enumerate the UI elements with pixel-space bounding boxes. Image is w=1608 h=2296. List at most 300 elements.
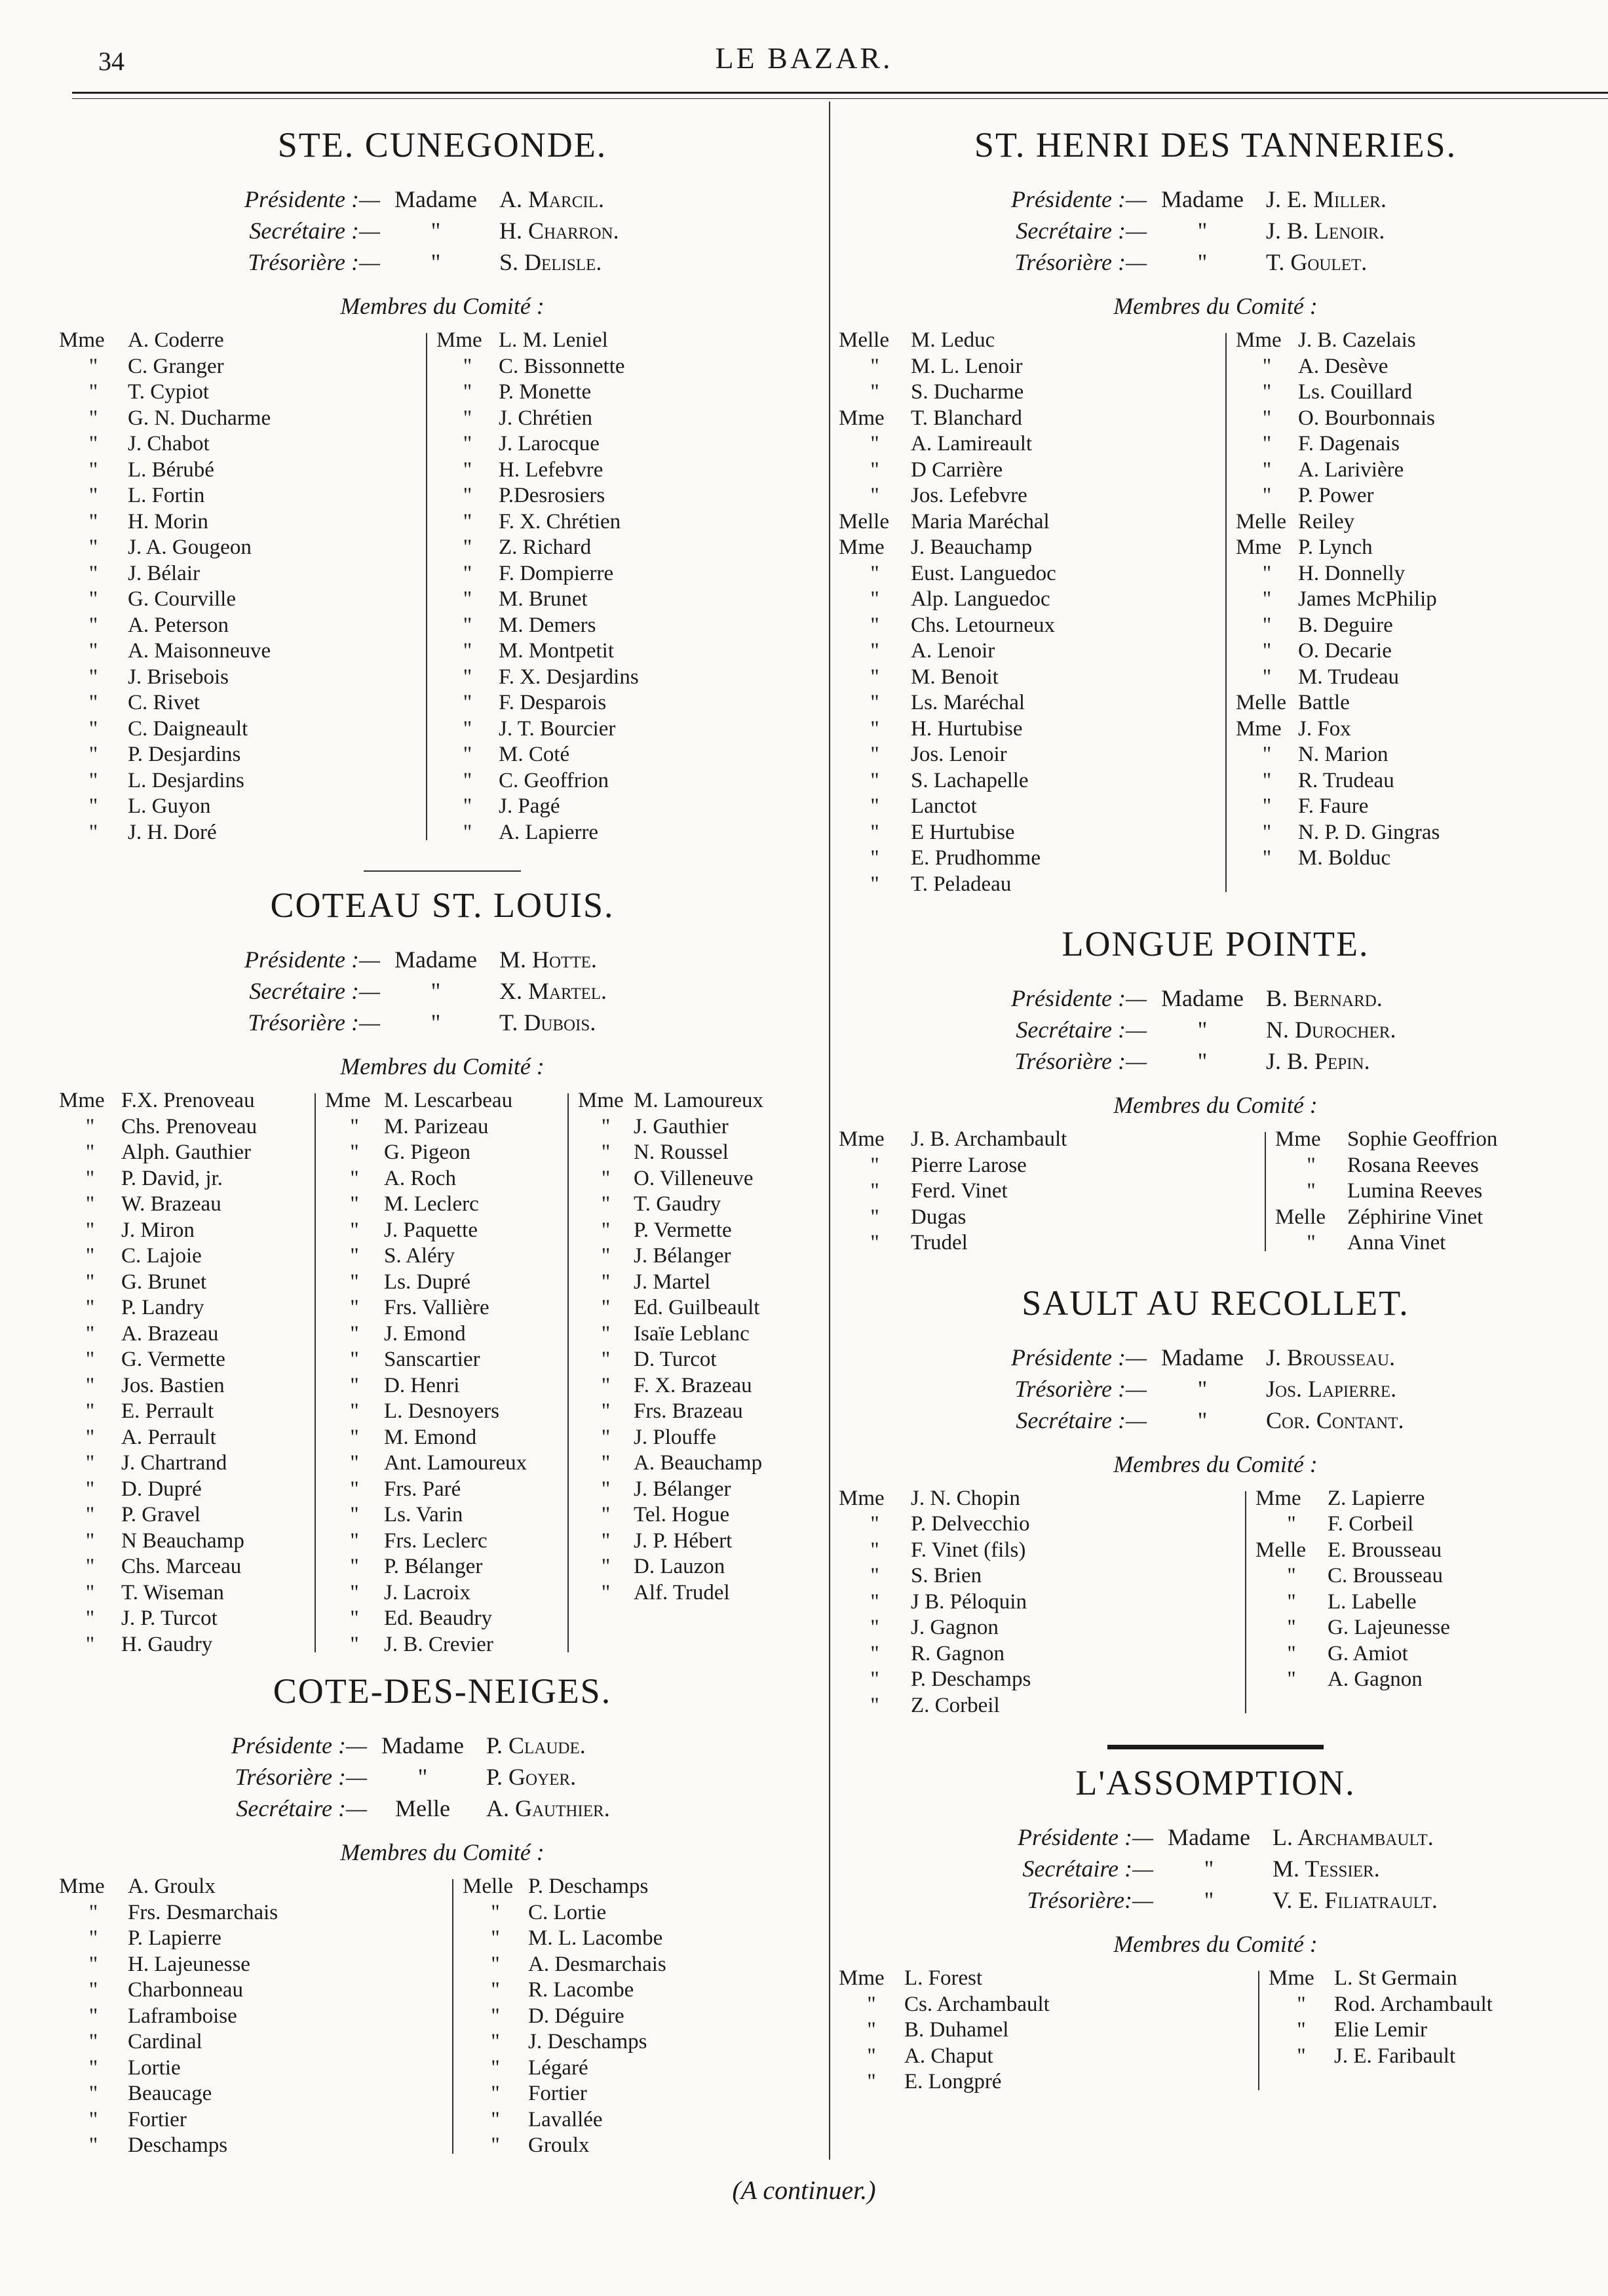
member-entry: [839, 1992, 1258, 2018]
officer-role: Trésorière :—: [235, 1764, 367, 1790]
member-title: ": [867, 2044, 876, 2068]
member-title: ": [870, 1641, 879, 1665]
member-name: J. Pagé: [499, 794, 560, 818]
member-name: J. Brisebois: [128, 665, 229, 689]
member-title: ": [870, 457, 879, 482]
member-entry: [436, 379, 764, 406]
officer-row: [210, 215, 826, 246]
officer-row: [210, 975, 826, 1007]
member-name: S. Ducharme: [911, 380, 1024, 404]
member-title: ": [870, 1205, 879, 1229]
member-title: ": [870, 768, 879, 792]
member-entry: [839, 2069, 1258, 2095]
member-name: A. Desmarchais: [528, 1952, 666, 1976]
member-title: Mme: [578, 1089, 624, 1112]
member-title: Mme: [839, 1127, 885, 1151]
member-title: ": [350, 1192, 359, 1216]
member-entry: [59, 1399, 315, 1425]
members-table: [839, 328, 1592, 897]
member-title: ": [463, 561, 472, 585]
members-heading: Membres du Comité :: [1113, 1450, 1318, 1477]
member-entry: [1236, 328, 1577, 354]
member-title: ": [463, 716, 472, 741]
member-title: ": [88, 613, 98, 637]
member-title: ": [85, 1140, 95, 1164]
member-entry: [578, 1528, 814, 1555]
member-name: J. Chrétien: [499, 406, 592, 430]
member-name: J. B. Cazelais: [1298, 328, 1416, 352]
member-entry: [1236, 354, 1577, 380]
member-name: Ed. Beaudry: [384, 1606, 492, 1630]
member-entry: [59, 1218, 315, 1244]
member-title: ": [88, 509, 98, 534]
member-title: ": [870, 820, 879, 844]
member-entry: [578, 1450, 814, 1477]
member-entry: [436, 509, 764, 535]
member-entry: [325, 1295, 567, 1321]
member-entry: [463, 2055, 790, 2082]
member-title: ": [601, 1114, 611, 1138]
member-title: ": [88, 691, 98, 714]
member-entry: [436, 457, 764, 484]
section-0: [839, 125, 1592, 897]
member-name: O. Decarie: [1298, 639, 1392, 663]
members-column: [59, 328, 426, 846]
members-table: [839, 1966, 1592, 2095]
member-title: ": [1297, 2018, 1306, 2042]
member-title: ": [85, 1348, 95, 1371]
member-entry: [578, 1373, 814, 1399]
member-entry: [1275, 1205, 1583, 1231]
member-entry: [1255, 1667, 1570, 1693]
members-column: [839, 1127, 1265, 1256]
member-title: ": [1262, 743, 1272, 766]
member-name: Reiley: [1298, 509, 1355, 534]
member-title: ": [463, 509, 472, 534]
officer-role: Trésorière :—: [1014, 249, 1147, 275]
member-title: Melle: [839, 328, 889, 352]
member-name: J. Plouffe: [634, 1425, 716, 1449]
member-name: D. Turcot: [634, 1348, 717, 1371]
member-entry: [59, 1952, 452, 1978]
member-name: Z. Lapierre: [1328, 1486, 1425, 1510]
member-name: Alf. Trudel: [634, 1580, 730, 1605]
member-title: Melle: [1236, 691, 1286, 714]
member-name: L. Fortin: [128, 484, 205, 507]
continuation-note: (A continuer.): [732, 2175, 876, 2205]
header-rule: [72, 92, 1608, 94]
member-title: ": [463, 484, 472, 507]
member-title: ": [870, 1564, 879, 1587]
member-title: ": [88, 768, 98, 792]
member-entry: [436, 535, 764, 561]
member-entry: [839, 561, 1225, 587]
member-title: ": [491, 2004, 500, 2028]
member-title: ": [601, 1399, 611, 1423]
officer-role: Trésorière :—: [1014, 1375, 1147, 1402]
member-title: ": [88, 2004, 98, 2028]
member-title: ": [1287, 1616, 1296, 1639]
member-title: ": [601, 1580, 611, 1605]
member-name: Trudel: [911, 1231, 968, 1255]
member-entry: [436, 587, 764, 613]
member-title: ": [601, 1166, 611, 1190]
member-name: Frs. Brazeau: [634, 1399, 743, 1423]
member-title: ": [870, 587, 879, 611]
officer-title: Madame: [1161, 1344, 1244, 1371]
officer-title: ": [1197, 218, 1208, 244]
officer-row: [210, 246, 826, 278]
member-title: ": [870, 613, 879, 637]
member-title: ": [601, 1528, 611, 1553]
member-name: H. Lefebvre: [499, 457, 603, 482]
officer-title: Madame: [394, 186, 477, 212]
section-1: [59, 870, 826, 1658]
member-name: S. Aléry: [384, 1244, 455, 1268]
member-title: ": [463, 743, 472, 766]
member-title: ": [350, 1296, 359, 1319]
member-title: ": [601, 1503, 611, 1527]
member-title: ": [1307, 1179, 1316, 1203]
member-entry: [325, 1580, 567, 1606]
member-name: D Carrière: [911, 457, 1003, 482]
member-title: ": [491, 2030, 500, 2053]
member-name: Chs. Letourneux: [911, 613, 1055, 637]
member-entry: [463, 1952, 790, 1978]
officer-title: Madame: [1168, 1824, 1250, 1850]
member-entry: [578, 1425, 814, 1451]
member-title: ": [350, 1580, 359, 1605]
member-name: A. Roch: [384, 1166, 456, 1190]
members-column: [1227, 328, 1577, 897]
member-name: C. Granger: [128, 354, 224, 378]
officer-name: A. Gauthier.: [486, 1795, 610, 1821]
member-entry: [1255, 1486, 1570, 1512]
member-entry: [59, 742, 426, 768]
member-entry: [1236, 820, 1577, 846]
member-name: M. Trudeau: [1298, 665, 1400, 689]
member-name: Beaucage: [128, 2082, 212, 2105]
member-name: J. Chartrand: [121, 1451, 227, 1475]
member-name: B. Deguire: [1298, 613, 1393, 637]
member-title: ": [88, 2133, 98, 2157]
member-name: Eust. Languedoc: [911, 561, 1056, 585]
member-title: ": [491, 1978, 500, 2002]
member-name: Frs. Vallière: [384, 1296, 489, 1319]
member-name: E. Perrault: [121, 1399, 214, 1423]
member-name: M. Parizeau: [384, 1114, 489, 1138]
member-name: A. Brazeau: [121, 1321, 219, 1346]
member-name: F. Dompierre: [499, 561, 614, 585]
right-column: [839, 111, 1592, 2095]
member-entry: [1269, 1992, 1583, 2018]
section-1: [839, 924, 1592, 1256]
member-entry: [325, 1373, 567, 1399]
member-title: ": [601, 1218, 611, 1242]
member-entry: [59, 1977, 452, 2004]
member-entry: [578, 1554, 814, 1580]
member-title: ": [85, 1425, 95, 1449]
member-entry: [436, 431, 764, 457]
member-name: Jos. Lenoir: [911, 743, 1007, 766]
member-title: ": [85, 1270, 95, 1294]
member-title: ": [1262, 794, 1272, 818]
member-name: Deschamps: [128, 2133, 228, 2157]
member-entry: [1269, 1966, 1583, 1992]
member-name: R. Trudeau: [1298, 768, 1394, 792]
member-entry: [839, 535, 1225, 561]
member-entry: [578, 1347, 814, 1373]
member-entry: [59, 665, 426, 691]
member-entry: [59, 1166, 315, 1192]
member-entry: [839, 431, 1225, 457]
member-title: ": [870, 1589, 879, 1614]
member-title: ": [88, 406, 98, 430]
member-entry: [436, 406, 764, 432]
member-name: M. Montpetit: [499, 639, 615, 663]
officer-role: Secrétaire :—: [1022, 1856, 1153, 1882]
member-entry: [59, 2004, 452, 2030]
member-name: C. Lajoie: [121, 1244, 202, 1268]
section-title: STE. CUNEGONDE.: [277, 125, 607, 165]
member-name: J. Gagnon: [911, 1616, 999, 1639]
member-name: M. L. Lenoir: [911, 354, 1023, 378]
member-title: ": [350, 1528, 359, 1553]
member-title: ": [88, 484, 98, 507]
member-name: M. Lamoureux: [634, 1089, 763, 1112]
member-entry: [1275, 1178, 1583, 1205]
member-entry: [436, 820, 764, 846]
member-name: G. Amiot: [1328, 1641, 1408, 1665]
member-title: Melle: [1236, 509, 1286, 534]
member-entry: [1236, 638, 1577, 665]
member-title: ": [601, 1477, 611, 1501]
officer-title: ": [1204, 1856, 1214, 1882]
officer-role: Trésorière :—: [1014, 1048, 1147, 1074]
officers-list: [983, 1821, 1592, 1916]
member-name: Chs. Prenoveau: [121, 1114, 258, 1138]
officer-row: [983, 1884, 1592, 1916]
members-table: [59, 1874, 826, 2159]
member-title: ": [85, 1528, 95, 1553]
member-name: D. Dupré: [121, 1477, 202, 1501]
member-title: ": [85, 1296, 95, 1319]
member-name: Ed. Guilbeault: [634, 1296, 760, 1319]
member-title: ": [870, 561, 879, 585]
member-name: F. X. Chrétien: [499, 509, 621, 534]
member-name: A. Larivière: [1298, 457, 1404, 482]
members-table: [59, 1088, 826, 1658]
member-title: ": [88, 535, 98, 559]
member-name: G. N. Ducharme: [128, 406, 271, 430]
member-title: ": [491, 2133, 500, 2157]
member-entry: [1255, 1563, 1570, 1589]
member-title: ": [463, 665, 472, 689]
member-name: Lanctot: [911, 794, 977, 818]
member-title: ": [601, 1321, 611, 1346]
member-name: J. Beauchamp: [911, 535, 1033, 559]
member-title: ": [85, 1451, 95, 1475]
member-title: ": [350, 1425, 359, 1449]
members-heading: Membres du Comité :: [1113, 293, 1318, 319]
member-entry: [1255, 1615, 1570, 1641]
member-entry: [839, 1178, 1265, 1205]
member-entry: [578, 1580, 814, 1606]
members-heading: Membres du Comité :: [340, 293, 545, 319]
officer-title: ": [1204, 1887, 1214, 1913]
member-entry: [59, 354, 426, 380]
member-title: ": [1287, 1641, 1296, 1665]
member-title: ": [867, 2070, 876, 2093]
member-entry: [59, 1900, 452, 1926]
member-title: ": [463, 613, 472, 637]
member-name: J. Bélanger: [634, 1477, 731, 1501]
member-entry: [839, 509, 1225, 535]
officer-row: [983, 1853, 1592, 1884]
member-name: N. Roussel: [634, 1140, 729, 1164]
member-title: Melle: [839, 509, 889, 534]
member-title: ": [350, 1140, 359, 1164]
member-entry: [1236, 379, 1577, 406]
member-title: ": [85, 1555, 95, 1578]
member-title: ": [870, 1179, 879, 1203]
member-entry: [59, 587, 426, 613]
member-name: J. E. Faribault: [1334, 2044, 1456, 2068]
header-rule-thin: [72, 98, 1608, 99]
officer-title: ": [1197, 1017, 1208, 1043]
member-title: ": [601, 1555, 611, 1578]
officer-name: J. E. Miller.: [1266, 186, 1387, 212]
member-name: Zéphirine Vinet: [1347, 1205, 1484, 1229]
member-entry: [1236, 846, 1577, 872]
officer-role: Secrétaire :—: [1016, 1407, 1147, 1433]
officer-title: ": [1197, 1375, 1208, 1402]
member-entry: [59, 1554, 315, 1580]
member-entry: [839, 1589, 1245, 1616]
members-column: [1266, 1127, 1583, 1256]
officer-row: [210, 1007, 826, 1038]
member-name: A. Beauchamp: [634, 1451, 763, 1475]
member-entry: [59, 509, 426, 535]
member-name: L. Bérubé: [128, 457, 214, 482]
member-entry: [325, 1243, 567, 1270]
member-title: Mme: [839, 1486, 885, 1510]
member-title: ": [870, 1538, 879, 1562]
member-entry: [59, 1243, 315, 1270]
officer-row: [976, 1373, 1592, 1405]
member-name: F. Dagenais: [1298, 432, 1400, 456]
member-entry: [325, 1321, 567, 1348]
member-entry: [59, 535, 426, 561]
member-name: Frs. Leclerc: [384, 1528, 488, 1553]
member-name: L. M. Leniel: [499, 328, 608, 352]
member-entry: [578, 1270, 814, 1296]
member-entry: [1269, 2044, 1583, 2070]
officer-row: [210, 944, 826, 975]
member-title: ": [350, 1477, 359, 1501]
member-title: ": [350, 1555, 359, 1578]
member-entry: [463, 2133, 790, 2159]
member-name: P. Desjardins: [128, 743, 241, 766]
page-number: 34: [98, 47, 124, 76]
member-title: ": [1287, 1667, 1296, 1691]
officer-role: Présidente :—: [1011, 186, 1147, 212]
member-entry: [59, 2133, 452, 2159]
member-entry: [578, 1192, 814, 1218]
member-name: J. Deschamps: [528, 2030, 647, 2053]
member-name: O. Bourbonnais: [1298, 406, 1435, 430]
member-name: P. Delvecchio: [911, 1512, 1030, 1536]
member-name: E. Prudhomme: [911, 846, 1041, 870]
member-entry: [59, 561, 426, 587]
member-name: H. Donnelly: [1298, 561, 1406, 585]
officer-row: [976, 1342, 1592, 1373]
section-title: LONGUE POINTE.: [1062, 924, 1369, 963]
member-entry: [59, 638, 426, 665]
member-name: L. Labelle: [1328, 1589, 1417, 1614]
member-entry: [1236, 561, 1577, 587]
member-title: ": [601, 1373, 611, 1397]
member-entry: [578, 1502, 814, 1528]
member-entry: [436, 690, 764, 716]
member-name: J. T. Bourcier: [499, 716, 616, 741]
member-entry: [59, 1450, 315, 1477]
member-name: P. Gravel: [121, 1503, 201, 1527]
member-name: J. Chabot: [128, 432, 210, 456]
member-name: F. Desparois: [499, 691, 607, 714]
section-title: ST. HENRI DES TANNERIES.: [974, 125, 1457, 165]
member-entry: [839, 820, 1225, 846]
officer-role: Secrétaire :—: [236, 1795, 367, 1821]
member-title: ": [601, 1270, 611, 1294]
member-name: Tel. Hogue: [634, 1503, 730, 1527]
member-title: ": [85, 1503, 95, 1527]
member-title: Mme: [1255, 1486, 1301, 1510]
member-entry: [436, 768, 764, 794]
officer-name: M. Tessier.: [1273, 1856, 1380, 1882]
member-name: Anna Vinet: [1347, 1231, 1446, 1255]
member-title: ": [1297, 2044, 1306, 2068]
section-title: COTE-DES-NEIGES.: [273, 1671, 612, 1711]
member-name: T. Cypiot: [128, 380, 210, 404]
member-name: Elie Lemir: [1334, 2018, 1428, 2042]
member-title: ": [85, 1399, 95, 1423]
member-entry: [59, 1295, 315, 1321]
member-entry: [59, 2081, 452, 2107]
member-entry: [59, 431, 426, 457]
member-name: C. Geoffrion: [499, 768, 609, 792]
member-entry: [1236, 457, 1577, 484]
member-title: ": [1262, 587, 1272, 611]
member-title: ": [491, 1926, 500, 1950]
member-name: P. Deschamps: [528, 1875, 649, 1898]
member-title: ": [601, 1140, 611, 1164]
member-title: ": [870, 846, 879, 870]
member-entry: [839, 1127, 1265, 1153]
section-0: [59, 125, 826, 846]
member-name: Ls. Dupré: [384, 1270, 470, 1294]
member-name: F. Vinet (fils): [911, 1538, 1026, 1562]
member-name: R. Gagnon: [911, 1641, 1005, 1665]
member-name: Alph. Gauthier: [121, 1140, 251, 1164]
member-name: T. Blanchard: [911, 406, 1022, 430]
officer-row: [210, 184, 826, 215]
member-title: ": [1262, 561, 1272, 585]
member-entry: [59, 1425, 315, 1451]
member-entry: [1255, 1538, 1570, 1564]
member-entry: [839, 1230, 1265, 1256]
member-entry: [839, 1153, 1265, 1179]
